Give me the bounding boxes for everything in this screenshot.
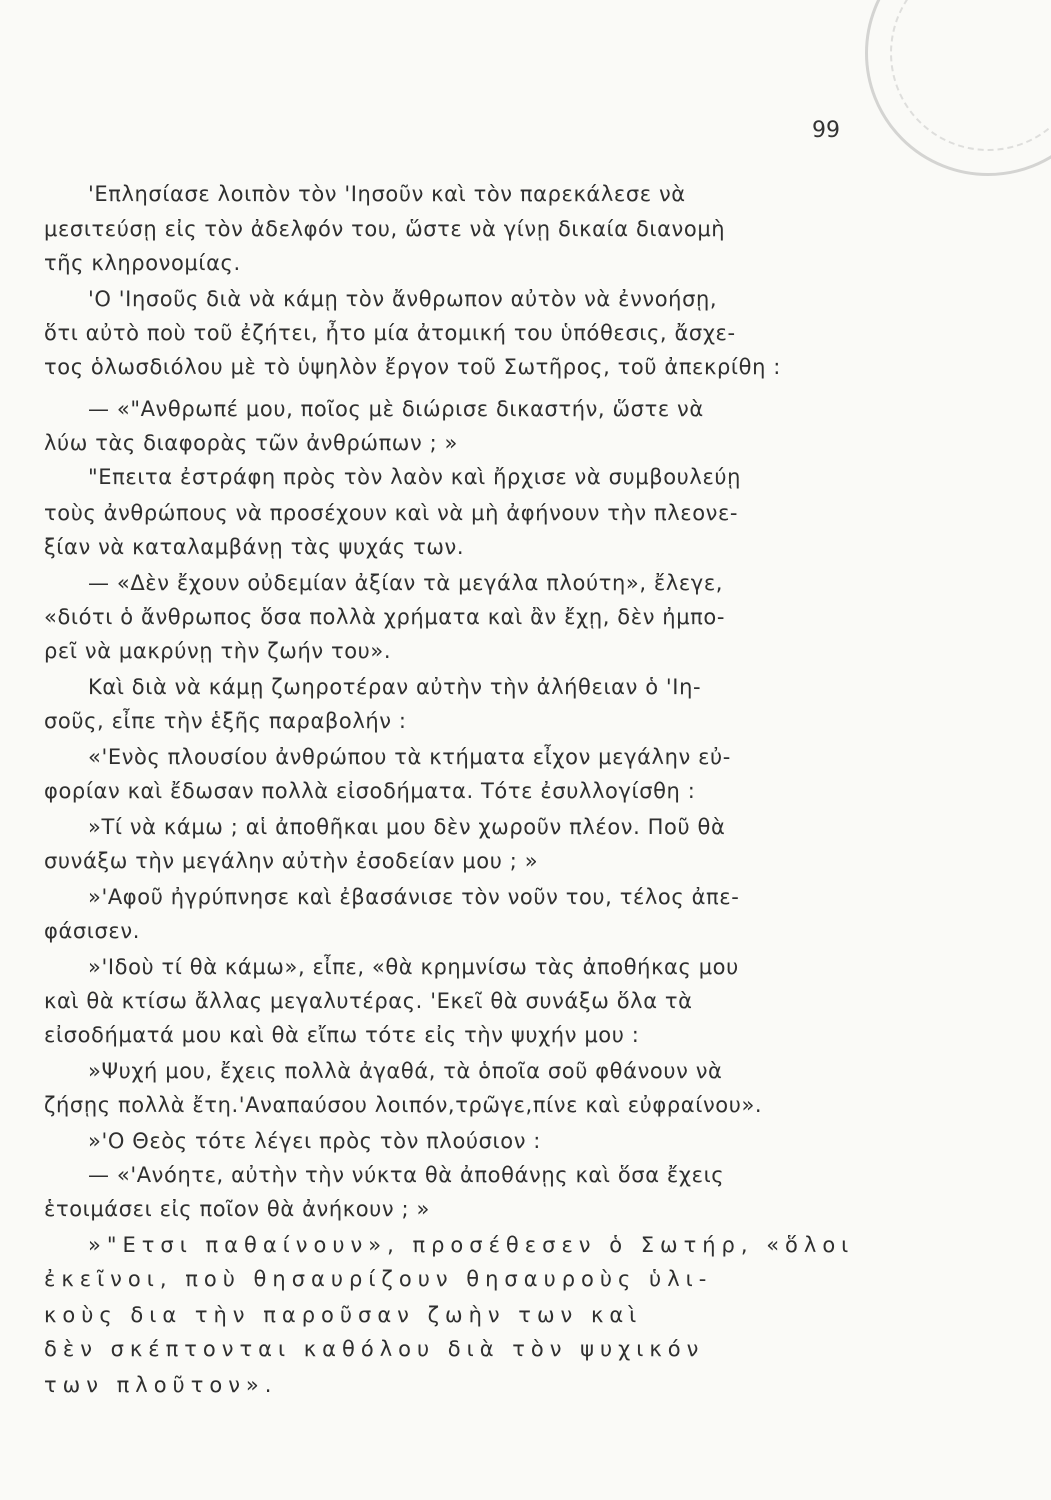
text-line: »'Αφοῦ ἠγρύπνησε καὶ ἐβασάνισε τὸν νοῦν του, τέλος ἀπε-	[88, 885, 740, 909]
text-line: 'Ο 'Ιησοῦς διὰ νὰ κάμῃ τὸν ἄνθρωπον αὐτὸν νὰ ἐννοήσῃ,	[88, 287, 718, 311]
text-line: ἑτοιμάσει εἰς ποῖον θὰ ἀνήκουν ; »	[44, 1197, 430, 1221]
text-line: Καὶ διὰ νὰ κάμῃ ζωηροτέραν αὐτὴν τὴν ἀλήθειαν ὁ 'Ιη-	[88, 675, 702, 699]
text-line: σοῦς, εἶπε τὴν ἑξῆς παραβολήν :	[44, 709, 407, 733]
text-line: εἰσοδήματά μου καὶ θὰ εἴπω τότε εἰς τὴν ψυχήν μου :	[44, 1023, 640, 1047]
text-line: κοὺς δια τὴν παροῦσαν ζωὴν των καὶ	[44, 1303, 643, 1327]
text-line: τῆς κληρονομίας.	[44, 251, 241, 275]
text-line: συνάξω τὴν μεγάλην αὐτὴν ἐσοδείαν μου ; »	[44, 849, 539, 873]
text-line: »"Ετσι παθαίνουν», προσέθεσεν ὁ Σωτήρ, «ὅλοι	[88, 1233, 855, 1257]
page-number: 99	[812, 118, 840, 143]
text-line: ὅτι αὐτὸ ποὺ τοῦ ἐζήτει, ἦτο μία ἀτομική του ὑπόθεσις, ἄσχε-	[44, 321, 736, 345]
text-line: ξίαν νὰ καταλαμβάνῃ τὰς ψυχάς των.	[44, 535, 465, 559]
text-line: »'Ιδοὺ τί θὰ κάμω», εἶπε, «θὰ κρημνίσω τὰς ἀποθήκας μου	[88, 955, 739, 979]
text-line: «'Ενὸς πλουσίου ἀνθρώπου τὰ κτήματα εἶχον μεγάλην εὐ-	[88, 745, 731, 769]
text-line: »Ψυχή μου, ἔχεις πολλὰ ἀγαθά, τὰ ὁποῖα σοῦ φθάνουν νὰ	[88, 1059, 723, 1083]
text-line: τος ὁλωσδιόλου μὲ τὸ ὑψηλὸν ἔργον τοῦ Σωτῆρος, τοῦ ἀπεκρίθη :	[44, 355, 781, 379]
text-line: — «'Ανόητε, αὐτὴν τὴν νύκτα θὰ ἀποθάνῃς καὶ ὅσα ἔχεις	[88, 1163, 725, 1187]
text-line: «διότι ὁ ἄνθρωπος ὅσα πολλὰ χρήματα καὶ ἂν ἔχῃ, δὲν ἠμπο-	[44, 605, 726, 629]
text-line: — «"Ανθρωπέ μου, ποῖος μὲ διώρισε δικαστήν, ὥστε νὰ	[88, 397, 704, 421]
text-line: καὶ θὰ κτίσω ἄλλας μεγαλυτέρας. 'Εκεῖ θὰ συνάξω ὅλα τὰ	[44, 989, 693, 1013]
text-line: — «Δὲν ἔχουν οὐδεμίαν ἀξίαν τὰ μεγάλα πλούτη», ἔλεγε,	[88, 571, 724, 595]
text-line: »'Ο Θεὸς τότε λέγει πρὸς τὸν πλούσιον :	[88, 1129, 541, 1153]
text-line: τοὺς ἀνθρώπους νὰ προσέχουν καὶ νὰ μὴ ἀφήνουν τὴν πλεονε-	[44, 501, 739, 525]
text-line: »Τί νὰ κάμω ; αἱ ἀποθῆκαι μου δὲν χωροῦν πλέον. Ποῦ θὰ	[88, 815, 726, 839]
text-line: φάσισεν.	[44, 919, 140, 943]
text-line: "Επειτα ἐστράφη πρὸς τὸν λαὸν καὶ ἤρχισε νὰ συμβουλεύῃ	[88, 465, 742, 489]
text-line: ρεῖ νὰ μακρύνῃ τὴν ζωήν του».	[44, 639, 392, 663]
text-line: λύω τὰς διαφορὰς τῶν ἀνθρώπων ; »	[44, 431, 459, 455]
text-line: μεσιτεύσῃ εἰς τὸν ἀδελφόν του, ὥστε νὰ γίνῃ δικαία διανομὴ	[44, 217, 726, 241]
text-line: ἐκεῖνοι, ποὺ θησαυρίζουν θησαυροὺς ὑλι-	[44, 1267, 713, 1291]
text-line: δὲν σκέπτονται καθόλου διὰ τὸν ψυχικόν	[44, 1337, 705, 1361]
text-line: 'Επλησίασε λοιπὸν τὸν 'Ιησοῦν καὶ τὸν παρεκάλεσε νὰ	[88, 182, 686, 206]
text-line: των πλοῦτον».	[44, 1373, 278, 1397]
text-line: ζήσῃς πολλὰ ἔτη.'Αναπαύσου λοιπόν,τρῶγε,πίνε καὶ εὐφραίνου».	[44, 1093, 763, 1117]
library-stamp	[865, 0, 1051, 176]
text-line: φορίαν καὶ ἔδωσαν πολλὰ εἰσοδήματα. Τότε ἐσυλλογίσθη :	[44, 779, 696, 803]
